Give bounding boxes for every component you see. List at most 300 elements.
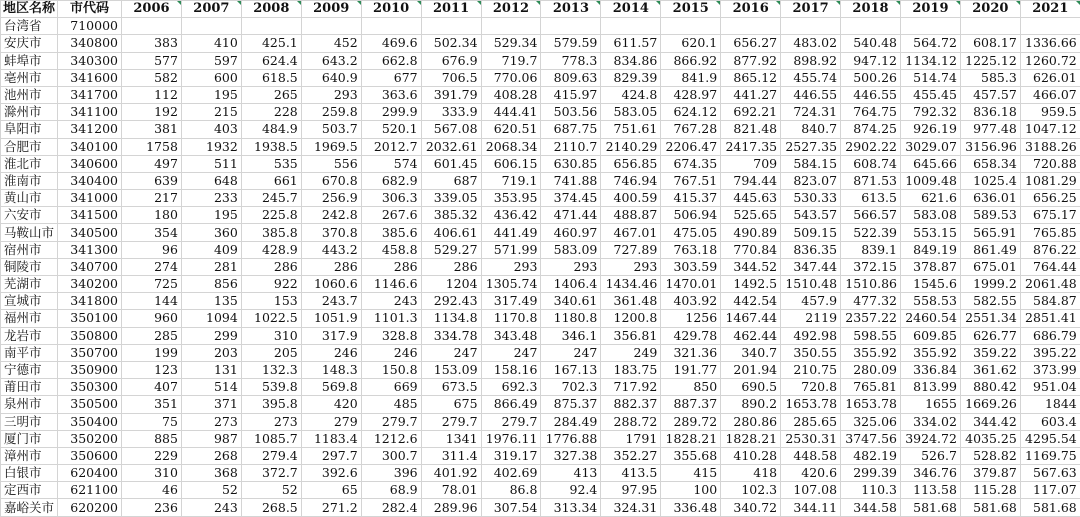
city-code-cell[interactable]: 350600 — [58, 447, 122, 464]
value-cell[interactable]: 2357.22 — [841, 310, 901, 327]
value-cell[interactable]: 1022.5 — [241, 310, 301, 327]
region-name-cell[interactable]: 马鞍山市 — [1, 224, 58, 241]
value-cell[interactable]: 2068.34 — [481, 138, 541, 155]
value-cell[interactable]: 1051.9 — [301, 310, 361, 327]
value-cell[interactable]: 409 — [181, 241, 241, 258]
value-cell[interactable]: 1212.6 — [361, 430, 421, 447]
value-cell[interactable]: 361.48 — [601, 293, 661, 310]
value-cell[interactable]: 529.27 — [421, 241, 481, 258]
value-cell[interactable]: 150.8 — [361, 361, 421, 378]
value-cell[interactable]: 279.7 — [481, 413, 541, 430]
value-cell[interactable]: 359.22 — [960, 344, 1020, 361]
value-cell[interactable]: 1470.01 — [661, 276, 721, 293]
value-cell[interactable]: 770.84 — [721, 241, 781, 258]
value-cell[interactable]: 210.75 — [781, 361, 841, 378]
value-cell[interactable]: 1545.6 — [900, 276, 960, 293]
value-cell[interactable]: 543.57 — [781, 207, 841, 224]
value-cell[interactable]: 767.51 — [661, 172, 721, 189]
value-cell[interactable]: 457.9 — [781, 293, 841, 310]
value-cell[interactable]: 123 — [122, 361, 182, 378]
value-cell[interactable]: 355.92 — [900, 344, 960, 361]
value-cell[interactable]: 1256 — [661, 310, 721, 327]
value-cell[interactable]: 183.75 — [601, 361, 661, 378]
value-cell[interactable]: 885 — [122, 430, 182, 447]
value-cell[interactable]: 392.6 — [301, 465, 361, 482]
value-cell[interactable]: 585.3 — [960, 69, 1020, 86]
value-cell[interactable]: 725 — [122, 276, 182, 293]
value-cell[interactable]: 836.18 — [960, 104, 1020, 121]
value-cell[interactable]: 875.37 — [541, 396, 601, 413]
value-cell[interactable]: 566.57 — [841, 207, 901, 224]
value-cell[interactable]: 78.01 — [421, 482, 481, 499]
value-cell[interactable]: 574 — [361, 155, 421, 172]
value-cell[interactable]: 327.38 — [541, 447, 601, 464]
value-cell[interactable]: 675.17 — [1020, 207, 1080, 224]
value-cell[interactable]: 2061.48 — [1020, 276, 1080, 293]
region-name-cell[interactable]: 蚌埠市 — [1, 52, 58, 69]
city-code-cell[interactable]: 340700 — [58, 258, 122, 275]
value-cell[interactable]: 1060.6 — [301, 276, 361, 293]
value-cell[interactable]: 2206.47 — [661, 138, 721, 155]
value-cell[interactable]: 1134.8 — [421, 310, 481, 327]
value-cell[interactable]: 603.4 — [1020, 413, 1080, 430]
value-cell[interactable]: 1094 — [181, 310, 241, 327]
value-cell[interactable]: 242.8 — [301, 207, 361, 224]
value-cell[interactable]: 522.39 — [841, 224, 901, 241]
value-cell[interactable]: 1204 — [421, 276, 481, 293]
region-name-cell[interactable]: 漳州市 — [1, 447, 58, 464]
value-cell[interactable]: 556 — [301, 155, 361, 172]
value-cell[interactable]: 1655 — [900, 396, 960, 413]
city-code-cell[interactable]: 341700 — [58, 86, 122, 103]
value-cell[interactable]: 865.12 — [721, 69, 781, 86]
value-cell[interactable]: 2551.34 — [960, 310, 1020, 327]
value-cell[interactable]: 340.72 — [721, 499, 781, 516]
value-cell[interactable]: 299.39 — [841, 465, 901, 482]
value-cell[interactable]: 379.87 — [960, 465, 1020, 482]
value-cell[interactable]: 236 — [122, 499, 182, 516]
value-cell[interactable]: 293 — [541, 258, 601, 275]
value-cell[interactable]: 526.7 — [900, 447, 960, 464]
value-cell[interactable]: 334.02 — [900, 413, 960, 430]
value-cell[interactable]: 2460.54 — [900, 310, 960, 327]
value-cell[interactable]: 408.28 — [481, 86, 541, 103]
value-cell[interactable]: 960 — [122, 310, 182, 327]
region-name-cell[interactable]: 嘉峪关市 — [1, 499, 58, 516]
value-cell[interactable]: 385.32 — [421, 207, 481, 224]
value-cell[interactable]: 153 — [241, 293, 301, 310]
value-cell[interactable]: 579.59 — [541, 35, 601, 52]
region-name-cell[interactable]: 池州市 — [1, 86, 58, 103]
value-cell[interactable]: 466.07 — [1020, 86, 1080, 103]
value-cell[interactable]: 670.8 — [301, 172, 361, 189]
value-cell[interactable]: 279.7 — [361, 413, 421, 430]
value-cell[interactable]: 293 — [481, 258, 541, 275]
value-cell[interactable]: 871.53 — [841, 172, 901, 189]
value-cell[interactable]: 484.9 — [241, 121, 301, 138]
value-cell[interactable]: 225.8 — [241, 207, 301, 224]
value-cell[interactable]: 347.44 — [781, 258, 841, 275]
value-cell[interactable]: 639 — [122, 172, 182, 189]
value-cell[interactable]: 289.96 — [421, 499, 481, 516]
value-cell[interactable]: 682.9 — [361, 172, 421, 189]
value-cell[interactable]: 268.5 — [241, 499, 301, 516]
region-name-cell[interactable]: 白银市 — [1, 465, 58, 482]
value-cell[interactable]: 658.34 — [960, 155, 1020, 172]
value-cell[interactable]: 959.5 — [1020, 104, 1080, 121]
value-cell[interactable]: 640.9 — [301, 69, 361, 86]
value-cell[interactable]: 167.13 — [541, 361, 601, 378]
value-cell[interactable]: 299 — [181, 327, 241, 344]
value-cell[interactable]: 273 — [181, 413, 241, 430]
value-cell[interactable]: 282.4 — [361, 499, 421, 516]
value-cell[interactable]: 273 — [241, 413, 301, 430]
value-cell[interactable]: 396 — [361, 465, 421, 482]
value-cell[interactable]: 553.15 — [900, 224, 960, 241]
value-cell[interactable]: 363.6 — [361, 86, 421, 103]
value-cell[interactable]: 719.7 — [481, 52, 541, 69]
value-cell[interactable]: 425.1 — [241, 35, 301, 52]
region-name-cell[interactable]: 铜陵市 — [1, 258, 58, 275]
value-cell[interactable]: 1009.48 — [900, 172, 960, 189]
value-cell[interactable]: 245.7 — [241, 190, 301, 207]
value-cell[interactable]: 100 — [661, 482, 721, 499]
column-header-year[interactable]: 2016 — [721, 1, 781, 18]
city-code-cell[interactable]: 350100 — [58, 310, 122, 327]
value-cell[interactable]: 286 — [301, 258, 361, 275]
value-cell[interactable]: 307.54 — [481, 499, 541, 516]
value-cell[interactable]: 413 — [541, 465, 601, 482]
value-cell[interactable]: 821.48 — [721, 121, 781, 138]
column-header-year[interactable]: 2020 — [960, 1, 1020, 18]
value-cell[interactable]: 584.87 — [1020, 293, 1080, 310]
value-cell[interactable]: 669 — [361, 379, 421, 396]
value-cell[interactable]: 373.99 — [1020, 361, 1080, 378]
value-cell[interactable]: 764.75 — [841, 104, 901, 121]
value-cell[interactable]: 215 — [181, 104, 241, 121]
value-cell[interactable] — [241, 18, 301, 35]
value-cell[interactable]: 1341 — [421, 430, 481, 447]
value-cell[interactable]: 370.8 — [301, 224, 361, 241]
value-cell[interactable] — [900, 18, 960, 35]
region-name-cell[interactable]: 合肥市 — [1, 138, 58, 155]
value-cell[interactable]: 645.66 — [900, 155, 960, 172]
value-cell[interactable]: 406.61 — [421, 224, 481, 241]
city-code-cell[interactable]: 341300 — [58, 241, 122, 258]
value-cell[interactable]: 271.2 — [301, 499, 361, 516]
value-cell[interactable]: 1510.48 — [781, 276, 841, 293]
value-cell[interactable]: 3156.96 — [960, 138, 1020, 155]
region-name-cell[interactable]: 淮南市 — [1, 172, 58, 189]
value-cell[interactable]: 424.8 — [601, 86, 661, 103]
value-cell[interactable]: 110.3 — [841, 482, 901, 499]
value-cell[interactable] — [841, 18, 901, 35]
value-cell[interactable]: 1510.86 — [841, 276, 901, 293]
value-cell[interactable]: 420.6 — [781, 465, 841, 482]
value-cell[interactable]: 131 — [181, 361, 241, 378]
value-cell[interactable]: 280.86 — [721, 413, 781, 430]
value-cell[interactable]: 259.8 — [301, 104, 361, 121]
value-cell[interactable]: 1170.8 — [481, 310, 541, 327]
value-cell[interactable]: 339.05 — [421, 190, 481, 207]
city-code-cell[interactable]: 350500 — [58, 396, 122, 413]
value-cell[interactable]: 344.58 — [841, 499, 901, 516]
value-cell[interactable]: 506.94 — [661, 207, 721, 224]
value-cell[interactable]: 288.72 — [601, 413, 661, 430]
value-cell[interactable]: 446.55 — [781, 86, 841, 103]
value-cell[interactable]: 535 — [241, 155, 301, 172]
value-cell[interactable]: 354 — [122, 224, 182, 241]
value-cell[interactable]: 503.56 — [541, 104, 601, 121]
value-cell[interactable]: 471.44 — [541, 207, 601, 224]
value-cell[interactable]: 407 — [122, 379, 182, 396]
value-cell[interactable]: 887.37 — [661, 396, 721, 413]
value-cell[interactable]: 455.74 — [781, 69, 841, 86]
column-header-year[interactable]: 2006 — [122, 1, 182, 18]
value-cell[interactable]: 286 — [361, 258, 421, 275]
value-cell[interactable]: 107.08 — [781, 482, 841, 499]
value-cell[interactable]: 415.37 — [661, 190, 721, 207]
value-cell[interactable]: 530.33 — [781, 190, 841, 207]
value-cell[interactable]: 144 — [122, 293, 182, 310]
value-cell[interactable]: 877.92 — [721, 52, 781, 69]
value-cell[interactable]: 415.97 — [541, 86, 601, 103]
column-header-year[interactable]: 2007 — [181, 1, 241, 18]
value-cell[interactable]: 751.61 — [601, 121, 661, 138]
value-cell[interactable] — [421, 18, 481, 35]
value-cell[interactable]: 1653.78 — [841, 396, 901, 413]
value-cell[interactable]: 340.7 — [721, 344, 781, 361]
value-cell[interactable]: 281 — [181, 258, 241, 275]
value-cell[interactable]: 675.01 — [960, 258, 1020, 275]
value-cell[interactable]: 286 — [421, 258, 481, 275]
value-cell[interactable]: 3029.07 — [900, 138, 960, 155]
value-cell[interactable]: 1492.5 — [721, 276, 781, 293]
value-cell[interactable] — [1020, 18, 1080, 35]
region-name-cell[interactable]: 淮北市 — [1, 155, 58, 172]
value-cell[interactable]: 741.88 — [541, 172, 601, 189]
column-header-year[interactable]: 2008 — [241, 1, 301, 18]
value-cell[interactable]: 692.3 — [481, 379, 541, 396]
value-cell[interactable]: 1828.21 — [721, 430, 781, 447]
value-cell[interactable]: 344.11 — [781, 499, 841, 516]
value-cell[interactable]: 662.8 — [361, 52, 421, 69]
value-cell[interactable]: 520.1 — [361, 121, 421, 138]
value-cell[interactable]: 247 — [421, 344, 481, 361]
city-code-cell[interactable]: 341500 — [58, 207, 122, 224]
column-header-year[interactable]: 2014 — [601, 1, 661, 18]
value-cell[interactable]: 492.98 — [781, 327, 841, 344]
value-cell[interactable]: 686.79 — [1020, 327, 1080, 344]
value-cell[interactable]: 606.15 — [481, 155, 541, 172]
city-code-cell[interactable]: 350800 — [58, 327, 122, 344]
value-cell[interactable]: 977.48 — [960, 121, 1020, 138]
value-cell[interactable]: 581.68 — [900, 499, 960, 516]
city-code-cell[interactable]: 341100 — [58, 104, 122, 121]
value-cell[interactable]: 371 — [181, 396, 241, 413]
value-cell[interactable]: 247 — [481, 344, 541, 361]
value-cell[interactable]: 1434.46 — [601, 276, 661, 293]
value-cell[interactable]: 148.3 — [301, 361, 361, 378]
value-cell[interactable]: 834.86 — [601, 52, 661, 69]
value-cell[interactable]: 300.7 — [361, 447, 421, 464]
value-cell[interactable]: 656.85 — [601, 155, 661, 172]
value-cell[interactable]: 794.44 — [721, 172, 781, 189]
value-cell[interactable]: 951.04 — [1020, 379, 1080, 396]
value-cell[interactable]: 621.6 — [900, 190, 960, 207]
value-cell[interactable] — [960, 18, 1020, 35]
value-cell[interactable]: 355.68 — [661, 447, 721, 464]
value-cell[interactable]: 1976.11 — [481, 430, 541, 447]
value-cell[interactable]: 926.19 — [900, 121, 960, 138]
value-cell[interactable]: 372.15 — [841, 258, 901, 275]
value-cell[interactable]: 880.42 — [960, 379, 1020, 396]
region-name-cell[interactable]: 厦门市 — [1, 430, 58, 447]
region-name-cell[interactable]: 亳州市 — [1, 69, 58, 86]
column-header-year[interactable]: 2019 — [900, 1, 960, 18]
region-name-cell[interactable]: 芜湖市 — [1, 276, 58, 293]
value-cell[interactable]: 1653.78 — [781, 396, 841, 413]
value-cell[interactable]: 1081.29 — [1020, 172, 1080, 189]
value-cell[interactable]: 1101.3 — [361, 310, 421, 327]
value-cell[interactable]: 620.51 — [481, 121, 541, 138]
value-cell[interactable]: 583.05 — [601, 104, 661, 121]
value-cell[interactable]: 401.92 — [421, 465, 481, 482]
value-cell[interactable]: 1200.8 — [601, 310, 661, 327]
value-cell[interactable]: 583.09 — [541, 241, 601, 258]
value-cell[interactable]: 460.97 — [541, 224, 601, 241]
value-cell[interactable]: 856 — [181, 276, 241, 293]
value-cell[interactable]: 626.01 — [1020, 69, 1080, 86]
value-cell[interactable]: 368 — [181, 465, 241, 482]
value-cell[interactable]: 352.27 — [601, 447, 661, 464]
region-name-cell[interactable]: 龙岩市 — [1, 327, 58, 344]
value-cell[interactable]: 724.31 — [781, 104, 841, 121]
value-cell[interactable]: 374.45 — [541, 190, 601, 207]
column-header-year[interactable]: 2012 — [481, 1, 541, 18]
column-header-year[interactable]: 2010 — [361, 1, 421, 18]
value-cell[interactable]: 52 — [181, 482, 241, 499]
region-name-cell[interactable]: 安庆市 — [1, 35, 58, 52]
value-cell[interactable]: 229 — [122, 447, 182, 464]
value-cell[interactable]: 1183.4 — [301, 430, 361, 447]
value-cell[interactable]: 279.7 — [421, 413, 481, 430]
value-cell[interactable]: 564.72 — [900, 35, 960, 52]
value-cell[interactable]: 344.52 — [721, 258, 781, 275]
value-cell[interactable]: 1844 — [1020, 396, 1080, 413]
value-cell[interactable]: 4035.25 — [960, 430, 1020, 447]
value-cell[interactable]: 624.4 — [241, 52, 301, 69]
value-cell[interactable]: 92.4 — [541, 482, 601, 499]
column-header-year[interactable]: 2021 — [1020, 1, 1080, 18]
value-cell[interactable] — [541, 18, 601, 35]
value-cell[interactable]: 2902.22 — [841, 138, 901, 155]
value-cell[interactable]: 539.8 — [241, 379, 301, 396]
value-cell[interactable]: 608.74 — [841, 155, 901, 172]
value-cell[interactable]: 448.58 — [781, 447, 841, 464]
value-cell[interactable]: 360 — [181, 224, 241, 241]
value-cell[interactable]: 1791 — [601, 430, 661, 447]
value-cell[interactable]: 279 — [301, 413, 361, 430]
value-cell[interactable]: 584.15 — [781, 155, 841, 172]
value-cell[interactable]: 514 — [181, 379, 241, 396]
value-cell[interactable]: 243 — [181, 499, 241, 516]
value-cell[interactable]: 268 — [181, 447, 241, 464]
value-cell[interactable]: 702.3 — [541, 379, 601, 396]
column-header-year[interactable]: 2015 — [661, 1, 721, 18]
city-code-cell[interactable]: 341200 — [58, 121, 122, 138]
value-cell[interactable]: 217 — [122, 190, 182, 207]
value-cell[interactable]: 455.45 — [900, 86, 960, 103]
value-cell[interactable]: 413.5 — [601, 465, 661, 482]
city-code-cell[interactable]: 340300 — [58, 52, 122, 69]
value-cell[interactable]: 1938.5 — [241, 138, 301, 155]
value-cell[interactable]: 1467.44 — [721, 310, 781, 327]
value-cell[interactable]: 636.01 — [960, 190, 1020, 207]
value-cell[interactable]: 158.16 — [481, 361, 541, 378]
value-cell[interactable]: 306.3 — [361, 190, 421, 207]
column-header-year[interactable]: 2017 — [781, 1, 841, 18]
value-cell[interactable]: 452 — [301, 35, 361, 52]
value-cell[interactable]: 115.28 — [960, 482, 1020, 499]
value-cell[interactable]: 922 — [241, 276, 301, 293]
value-cell[interactable]: 849.19 — [900, 241, 960, 258]
value-cell[interactable]: 656.27 — [721, 35, 781, 52]
region-name-cell[interactable]: 阜阳市 — [1, 121, 58, 138]
value-cell[interactable]: 692.21 — [721, 104, 781, 121]
value-cell[interactable]: 890.2 — [721, 396, 781, 413]
value-cell[interactable]: 428.9 — [241, 241, 301, 258]
value-cell[interactable] — [181, 18, 241, 35]
value-cell[interactable]: 195 — [181, 86, 241, 103]
value-cell[interactable]: 687 — [421, 172, 481, 189]
value-cell[interactable]: 285.65 — [781, 413, 841, 430]
column-header-year[interactable]: 2013 — [541, 1, 601, 18]
value-cell[interactable]: 353.95 — [481, 190, 541, 207]
region-name-cell[interactable]: 台湾省 — [1, 18, 58, 35]
value-cell[interactable]: 311.4 — [421, 447, 481, 464]
value-cell[interactable]: 336.84 — [900, 361, 960, 378]
value-cell[interactable]: 1134.12 — [900, 52, 960, 69]
value-cell[interactable]: 351 — [122, 396, 182, 413]
value-cell[interactable]: 400.59 — [601, 190, 661, 207]
column-header-region-name[interactable]: 地区名称 — [1, 1, 58, 18]
value-cell[interactable]: 1305.74 — [481, 276, 541, 293]
value-cell[interactable]: 378.87 — [900, 258, 960, 275]
value-cell[interactable]: 947.12 — [841, 52, 901, 69]
value-cell[interactable]: 2527.35 — [781, 138, 841, 155]
value-cell[interactable]: 840.7 — [781, 121, 841, 138]
value-cell[interactable]: 656.25 — [1020, 190, 1080, 207]
value-cell[interactable]: 626.77 — [960, 327, 1020, 344]
value-cell[interactable]: 809.63 — [541, 69, 601, 86]
value-cell[interactable]: 1146.6 — [361, 276, 421, 293]
value-cell[interactable]: 403.92 — [661, 293, 721, 310]
value-cell[interactable]: 483.02 — [781, 35, 841, 52]
value-cell[interactable]: 317.49 — [481, 293, 541, 310]
value-cell[interactable]: 1260.72 — [1020, 52, 1080, 69]
value-cell[interactable]: 192 — [122, 104, 182, 121]
city-code-cell[interactable]: 340200 — [58, 276, 122, 293]
value-cell[interactable]: 839.1 — [841, 241, 901, 258]
value-cell[interactable]: 403 — [181, 121, 241, 138]
value-cell[interactable]: 3924.72 — [900, 430, 960, 447]
region-name-cell[interactable]: 莆田市 — [1, 379, 58, 396]
value-cell[interactable]: 485 — [361, 396, 421, 413]
value-cell[interactable]: 442.54 — [721, 293, 781, 310]
value-cell[interactable]: 1406.4 — [541, 276, 601, 293]
value-cell[interactable]: 589.53 — [960, 207, 1020, 224]
